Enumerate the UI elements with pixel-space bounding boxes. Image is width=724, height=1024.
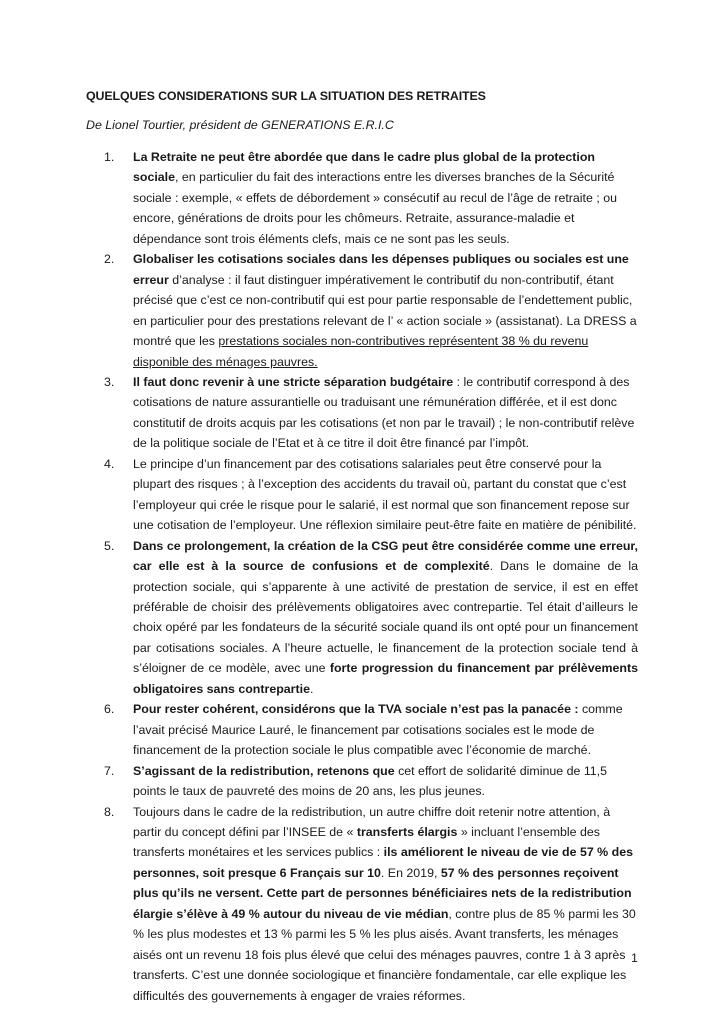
bold-text-segment: ils améliorent le niveau de vie de 57 % des personnes, soit presque 6 Français sur 10	[133, 845, 633, 880]
bold-text-segment: Dans ce prolongement, la création de la CSG peut être considérée comme une erreur, car elle est à la source de confusions et de complexité	[133, 538, 638, 574]
list-item-text	[133, 375, 634, 450]
list-item-number: 3.	[104, 374, 115, 389]
list-item-text	[133, 702, 623, 757]
list-item-number: 6.	[104, 702, 115, 717]
list-item	[86, 372, 638, 454]
bold-text-segment: 57 % des personnes reçoivent plus qu’ils ne versent. Cette part de personnes bénéficiaires nets de la redistribution élargie s’élève à 49 % autour du niveau de vie médian	[133, 865, 632, 921]
bold-text-segment: La Retraite ne peut être abordée que dans le cadre plus global de la protection sociale	[133, 150, 596, 185]
list-item	[86, 536, 638, 700]
list-item-number: 5.	[104, 538, 115, 553]
text-segment: . Dans le domaine de la protection sociale, qui s’apparente à une activité de prestation de service, il est en effet préférable de choisir des prélèvements obligatoires avec contrepartie. Tel était d’ailleurs le choix opéré par les fondateurs de la sécurité sociale quand ils ont opté pour un financement par cotisations sociales. A l’heure actuelle, le financement de la protection sociale tend à s’éloigner de ce modèle, avec une	[133, 559, 639, 676]
list-item	[86, 147, 638, 249]
list-item-text	[133, 805, 636, 1003]
bold-text-segment: transferts élargis	[356, 824, 458, 839]
text-segment: : le contributif correspond à des cotisations de nature assurantielle ou traduisant une rémunération différée, et il est donc constitutif de droits acquis par les cotisations (et non par le travail) ; le non-contributif relève de la politique sociale de l’Etat et à ce titre il doit être financé par l’impôt.	[133, 374, 635, 451]
text-segment: cet effort de solidarité diminue de 11,5 points le taux de pauvreté des moins de 20 ans, les plus jeunes.	[133, 763, 608, 799]
page-number: 1	[631, 951, 638, 965]
text-segment: .	[309, 681, 314, 696]
text-segment: » incluant l’ensemble des transferts monétaires et les services publics :	[133, 824, 600, 860]
text-segment: , contre plus de 85 % parmi les 30 % les plus modestes et 13 % parmi les 5 % les plus aisés. Avant transferts, les ménages aisés ont un revenu 18 fois plus élevé que celui des ménages pauvres, contre 1 à 3 après transferts. C’est une donnée sociologique et financière fondamentale, car elle explique les difficultés des gouvernements à engager de vraies réformes.	[133, 906, 636, 1003]
text-segment: comme l’avait précisé Maurice Lauré, le financement par cotisations sociales est le mode de financement de la protection sociale le plus compatible avec l’économie de marché.	[133, 702, 623, 758]
considerations-list	[86, 147, 638, 1006]
list-item-number: 8.	[104, 804, 115, 819]
list-item-text	[133, 764, 607, 798]
bold-text-segment: Pour rester cohérent, considérons que la TVA sociale n’est pas la panacée :	[133, 702, 579, 717]
underlined-text-segment: prestations sociales non-contributives représentent 38 % du revenu disponible des ménages pauvres.	[133, 334, 589, 369]
list-item-number: 7.	[104, 763, 115, 778]
text-segment: , en particulier du fait des interactions entre les diverses branches de la Sécurité sociale : exemple, « effets de débordement » consécutif au recul de l’âge de retraite ; ou encore, générations de droits pour les chômeurs. Retraite, assurance-maladie et dépendance sont trois éléments clefs, mais ce ne sont pas les seuls.	[133, 170, 617, 246]
list-item	[86, 454, 638, 536]
bold-text-segment: forte progression du financement par prélèvements obligatoires sans contrepartie	[133, 661, 638, 696]
list-item	[86, 699, 638, 760]
document-title: QUELQUES CONSIDERATIONS SUR LA SITUATION DES RETRAITES	[86, 89, 486, 103]
list-item-text	[133, 150, 617, 246]
bold-text-segment: Il faut donc revenir à une stricte séparation budgétaire	[133, 374, 454, 389]
text-segment: d’analyse : il faut distinguer impérativement le contributif du non-contributif, étant précisé que c’est ce non-contributif qui est pour partie responsable de l’endettement public, en particulier pour des prestations relevant de l’ « action sociale » (assistanat). La DRESS a montré que les	[133, 272, 637, 349]
text-segment: Le principe d’un financement par des cotisations salariales peut être conservé pour la plupart des risques ; à l’exception des accidents du travail où, partant du constat que c’est l’employeur qui crée le risque pour le salarié, il est normal que son financement repose sur une cotisation de l’employeur. Une réflexion similaire peut-être faite en matière de pénibilité.	[133, 456, 637, 533]
list-item	[86, 761, 638, 802]
list-item-number: 1.	[104, 150, 115, 164]
list-item-text	[133, 252, 637, 368]
text-segment: . En 2019,	[380, 865, 441, 880]
list-item	[86, 249, 638, 372]
bold-text-segment: S’agissant de la redistribution, retenons que	[133, 763, 395, 778]
text-segment: Toujours dans le cadre de la redistribution, un autre chiffre doit retenir notre attention, à partir du concept défini par l’INSEE de «	[133, 804, 611, 839]
list-item-text	[133, 457, 636, 532]
list-item-number: 4.	[104, 456, 115, 471]
document-author-line: De Lionel Tourtier, président de GENERATIONS E.R.I.C	[86, 118, 394, 132]
list-item-text	[133, 539, 638, 696]
bold-text-segment: Globaliser les cotisations sociales dans les dépenses publiques ou sociales est une erreur	[133, 252, 629, 287]
list-item-number: 2.	[104, 252, 115, 267]
list-item	[86, 802, 638, 1007]
